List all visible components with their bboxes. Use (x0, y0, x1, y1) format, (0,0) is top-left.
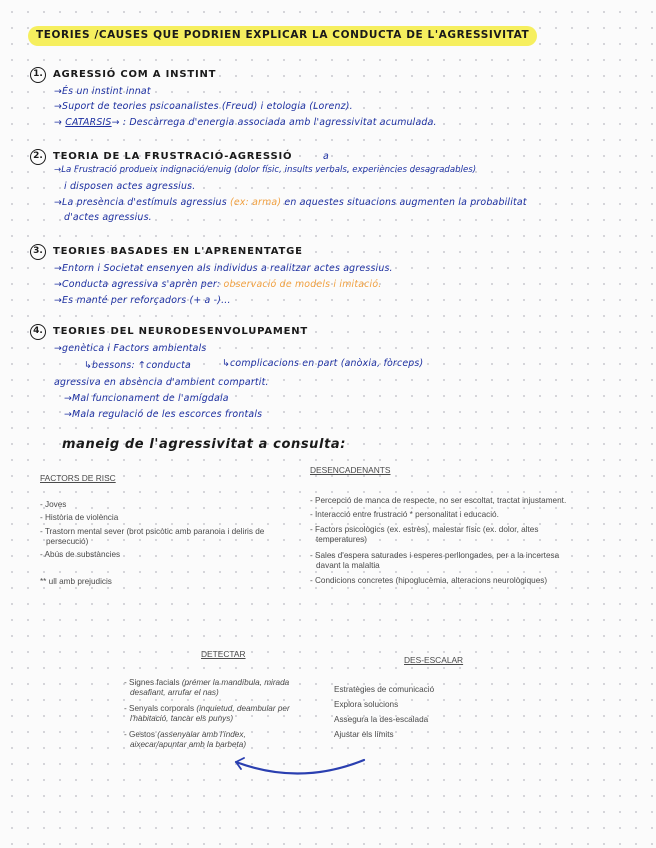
section-1-number: 1. (30, 67, 46, 83)
deescalate-item-1: Estratègies de comunicació (334, 685, 435, 694)
section-4-line-1: →genètica i Factors ambientals (54, 343, 207, 354)
detect-item-3b: aixecar/apuntar amb la barbeta) (130, 740, 247, 749)
section-3-line-3: →Es manté per reforçadors (+ a -)... (54, 295, 231, 306)
section-4-line-5: →Mal funcionament de l'amígdala (64, 393, 229, 404)
risk-header: FACTORS DE RISC (40, 473, 116, 483)
deescalate-item-2: Explora solucions (334, 700, 399, 709)
section-1-line-3: → CATARSIS→ : Descàrrega d'energia associada amb l'agressivitat acumulada. (54, 117, 437, 128)
trigger-item-4: - Sales d'espera saturades i esperes perllongades, per a la incertesa (310, 551, 560, 560)
section-1-line-2: →Suport de teories psicoanalistes (Freud) i etologia (Lorenz). (54, 101, 353, 112)
section-4-line-4: agressiva en absència d'ambient compartit. (54, 377, 269, 388)
section-3-line-2-text: →Conducta agressiva s'aprèn per: (54, 279, 221, 290)
section-3-heading: TEORIES BASADES EN L'APRENENTATGE (53, 246, 303, 257)
section-1-line-1: →És un instint innat (54, 86, 151, 97)
deescalate-header: DES-ESCALAR (404, 655, 464, 665)
deescalate-item-3: Assegura la des-escalada (334, 715, 429, 724)
risk-item-1: - Joves (40, 500, 67, 509)
section-3-line-1: →Entorn i Societat ensenyen als individus a realitzar actes agressius. (54, 263, 393, 274)
detect-item-2-detail: (inquietud, deambular per (196, 704, 290, 713)
section-4-heading: TEORIES DEL NEURODESENVOLUPAMENT (53, 326, 309, 337)
detect-item-3-detail: (assenyalar amb l'índex, (157, 730, 246, 739)
section-2-line-3-rest: en aquestes situacions augmenten la probabilitat (284, 197, 527, 208)
trigger-item-1: - Percepció de manca de respecte, no ser escoltat, tractat injustament. (310, 496, 567, 505)
subtitle: maneig de l'agressivitat a consulta: (62, 437, 347, 452)
risk-item-3: - Trastorn mental sever (brot psicòtic amb paranoia i deliris de (40, 527, 265, 536)
section-2-line-3-text: →La presència d'estímuls agressius (54, 197, 227, 208)
detect-header: DETECTAR (201, 649, 246, 659)
section-2-heading: TEORIA DE LA FRUSTRACIÓ-AGRESSIÓ (53, 151, 293, 162)
trigger-item-5: - Condicions concretes (hipoglucèmia, alteracions neurològiques) (310, 576, 548, 585)
section-4-number: 4. (30, 324, 46, 340)
detect-item-1: - Signes facials (prémer la mandíbula, mirada (124, 678, 290, 687)
learning-method: observació de models i imitació. (223, 279, 382, 290)
curved-arrow-icon (232, 756, 368, 778)
section-4-line-2: ↳bessons: ↑conducta (84, 360, 191, 371)
detect-item-2-label: Senyals corporals (129, 704, 195, 713)
catarsis-keyword: CATARSIS (65, 117, 112, 128)
section-2-number: 2. (30, 149, 46, 165)
detect-item-1-label: Signes facials (129, 678, 180, 687)
annotation-a: a (323, 151, 329, 162)
detect-item-1-detail: (prémer la mandíbula, mirada (181, 678, 290, 687)
detect-item-2b: l'habitació, tancar els punys) (130, 714, 234, 723)
section-3-number: 3. (30, 244, 46, 260)
section-1-line-3-text: → : Descàrrega d'energia associada amb l'agressivitat acumulada. (111, 117, 437, 128)
trigger-item-2: - Interacció entre frustració * personalitat i educació. (310, 510, 499, 519)
trigger-item-3b: temperatures) (316, 535, 367, 544)
risk-item-2: - Història de violència (40, 513, 119, 522)
trigger-item-4b: davant la malaltia (316, 561, 380, 570)
detect-item-3-label: Gestos (129, 730, 155, 739)
section-2-line-4: d'actes agressius. (64, 212, 152, 223)
section-4-line-6: →Mala regulació de les escorces frontals (64, 409, 263, 420)
deescalate-item-4: Ajustar els límits (334, 730, 394, 739)
section-2-line-2: i disposen actes agressius. (64, 181, 196, 192)
section-3-line-2 (54, 280, 381, 289)
triggers-header: DESENCADENANTS (310, 465, 391, 475)
detect-item-3: - Gestos (assenyalar amb l'índex, (124, 730, 246, 739)
risk-item-4: - Abús de substàncies (40, 550, 121, 559)
trigger-item-3: - Factors psicològics (ex. estrès), malestar físic (ex. dolor, altes (310, 525, 539, 534)
section-2-line-3 (54, 198, 527, 207)
risk-note: ** ull amb prejudicis (40, 577, 112, 586)
section-4-line-3: ↳complicacions en part (anòxia, fòrceps) (222, 358, 424, 369)
detect-item-2: - Senyals corporals (inquietud, deambular per (124, 704, 290, 713)
risk-item-3b: persecució) (46, 537, 89, 546)
page-title: TEORIES /CAUSES QUE PODRIEN EXPLICAR LA CONDUCTA DE L'AGRESSIVITAT (28, 26, 537, 46)
example-weapon: (ex: arma) (229, 197, 282, 208)
section-1-heading: AGRESSIÓ COM A INSTINT (53, 69, 217, 80)
detect-item-1b: desafiant, arrufar el nas) (130, 688, 219, 697)
section-2-line-1: →La Frustració produeix indignació/enuig (dolor físic, insults verbals, experiències desagradables) (54, 165, 477, 175)
